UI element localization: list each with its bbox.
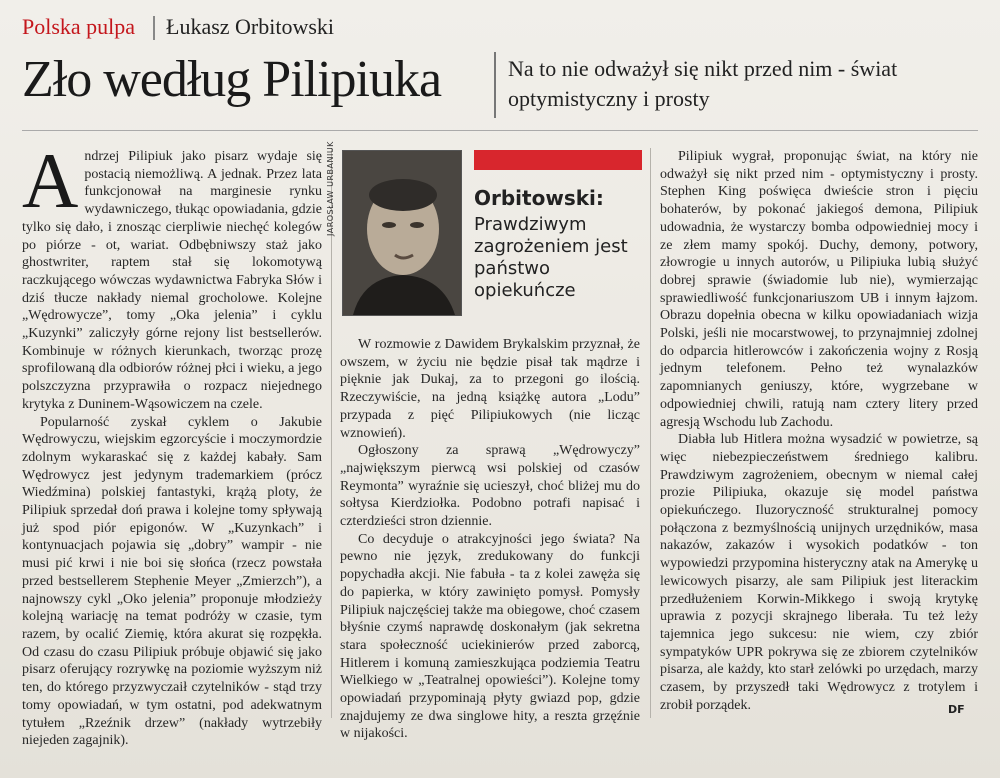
article-deck: Na to nie odważył się nikt przed nim - świat optymistyczny i prosty	[508, 56, 898, 111]
paragraph: Pilipiuk wygrał, proponując świat, na który nie odważył się nikt przed nim - optymistyczny i prosty. Stephen King poświęca dwieście stron i pięciu bohaterów, by pokonać jakiegoś demona, Pilipiuk udowadnia, że wystarczy bomba odpowiedniej mocy i ze złem mamy spokój. Duchy, demony, potwory, złowrogie u innych autorów, u Pilipiuka lubią służyć dobrej sprawie (świadomie lub nie), wymierzając sprawiedliwość funkcjonariuszom UB i innym łajzom. Obrazu dopełnia obecna w kilku opowiadaniach wizja Polski, jeśli nie mocarstwowej, to przynajmniej zdolnej do odparcia hitlerowców i zakończenia wojny z Rosją jednym telefonem. Pełno też wynalazków zapomnianych geniuszy, które, wygrzebane w odpowiedniej chwili, ratują nam cztery litery przed agresją Wschodu lub Zachodu.	[660, 149, 978, 430]
paragraph: Co decyduje o atrakcyjności jego świata? Na pewno nie język, zredukowany do funkcji popychadła akcji. Nie fabuła - ta z kolei zawęża się do papierka, w który zawinięto pomysł. Pomysły Pilipiuk najczęściej także ma obiegowe, choć czasem błyśnie czymś naprawdę doskonałym (jak sekretna stara społeczność uciekinierów przed zaborcą, Hitlerem i komuną zamieszkująca podziemia Teatru Wielkiego w „Teatralnej opowieści”). Kolejne tomy opowiadań przypominają płyty gwiazd pop, gdzie znajdujemy ze dwa singlowe hity, a reszta grzęźnie w nijakości.	[340, 531, 640, 742]
article-headline: Zło według Pilipiuka	[22, 51, 442, 108]
paragraph: W rozmowie z Dawidem Brykalskim przyznał, że owszem, w życiu nie będzie pisał tak mądrze i pięknie jak Dukaj, za to przegoni go ilością. Rzeczywiście, na jedną książkę autora „Lodu” przypada z pięć Pilipiukowych (nie licząc wznowień).	[340, 337, 640, 441]
drop-cap: A	[22, 137, 79, 224]
portrait-photo-icon	[343, 151, 461, 315]
article-column-2	[340, 336, 640, 743]
pullquote-accent-bar	[474, 150, 642, 170]
headline-divider	[494, 52, 496, 118]
photo-credit: JAROSŁAW URBANIUK	[326, 141, 335, 236]
pullquote-text: Prawdziwym zagrożeniem jest państwo opiekuńcze	[474, 214, 628, 301]
paragraph: Diabła lub Hitlera można wysadzić w powietrze, są więc niebezpieczeństwem średniego kalibru. Prawdziwym zagrożeniem, obecnym w niemal całej prozie Pilipiuka, okazuje się model państwa opiekuńczego. Iluzoryczność strukturalnej pomocy połączona z bezmyślnością unijnych urzędników, masa nakazów, zakazów i wysokich podatków - ton wypowiedzi przypomina histeryczny atak na Amerykę u lewicowych pisarzy, ale sam Pilipiuk jest literackim przedłużeniem Korwin-Mikkego i swoją krytykę uprawia z pozycji skrajnego liberała. Tu też leży tajemnica jego sukcesu: nie wiem, czy zbiór sympatyków UPR pokrywa się ze zbiorem czytelników pisarza, ale każdy, kto starł zelówki po urzędach, marzy czasem, by przyszedł taki Wędrowycz z trotylem i zrobił porządek.	[660, 432, 978, 713]
author-name: Łukasz Orbitowski	[166, 14, 335, 39]
pullquote-speaker: Orbitowski:	[474, 186, 604, 210]
column-divider	[650, 148, 651, 718]
paragraph-text: ndrzej Pilipiuk jako pisarz wydaje się postacią niemożliwą. A jednak. Przez lata funkcjonował na marginesie rynku wydawniczego, tłukąc opowiadania, gdzie tylko się dało, i znosząc cierpliwie niechęć kolegów po piórze - ot, wariat. Odbębniwszy staż jako ghostwriter, raptem stał się lokomotywą raczkującego wówczas wydawnictwa Fabryka Słów i dziś tłucze nakłady niemal grocholowe. Kolejne „Wędrowycze”, tomy „Oka jelenia” i cyklu „Kuzynki” zaliczyły górne rejony list bestsellerów. Kombinuje w różnych kierunkach, tworząc prozę sprofilowaną dla odbiorów różnej płci i wieku, a jego polszczyzna przyprawiła o rozpacz niejednego krytyka z Duninem-Wąsowiczem na czele.	[22, 149, 322, 412]
article-column-1	[22, 137, 322, 750]
author-photo	[342, 150, 462, 316]
rubric-divider	[153, 16, 155, 40]
editor-signature: DF	[948, 703, 965, 716]
paragraph	[22, 137, 322, 414]
section-rubric: Polska pulpa	[22, 14, 136, 39]
article-column-3	[660, 148, 978, 715]
header-rule	[22, 130, 978, 131]
paragraph: Popularność zyskał cyklem o Jakubie Wędrowyczu, wiejskim egzorcyście i moczymordzie zdolnym wykaraskać się z każdej kabały. Sam Wędrowycz jest jedynym trademarkiem (prócz Wiedźmina) polskiej fantastyki, krążą ploty, że Pilipiuk sprzedał doń prawa i kolejne tomy spływają już spod piór epigonów. W „Kuzynkach” i kontynuacjach pojawia się „dobry” wampir - nie musi pić krwi i nie boi się słońca (rzecz powstała przed bestsellerem Stephenie Meyer „Zmierzch”), a najnowszy cykl „Oko jelenia” proponuje młodzieży kolejną wariację na temat podróży w czasie, tym razem, by ocalić Ziemię, która akurat się rozpękła. Od czasu do czasu Pilipiuk próbuje objawić się jako pisarz oferujący rozrywkę na poziomie wyższym niż ten, do którego przyzwyczaił czytelników - stąd trzy tomy opowiadań, w tym ostatni, pod adekwatnym tytułem „Rzeźnik drzew” (nakłady wytrzebiły niejeden zagajnik).	[22, 414, 322, 749]
paragraph: Ogłoszony za sprawą „Wędrowyczy” „największym pierwcą wsi polskiej od czasów Reymonta” wyraźnie się ucieszył, choć bliżej mu do sołtysa Kierdziołka. Podobno potrafi napisać i czterdzieści stron dziennie.	[340, 443, 640, 530]
